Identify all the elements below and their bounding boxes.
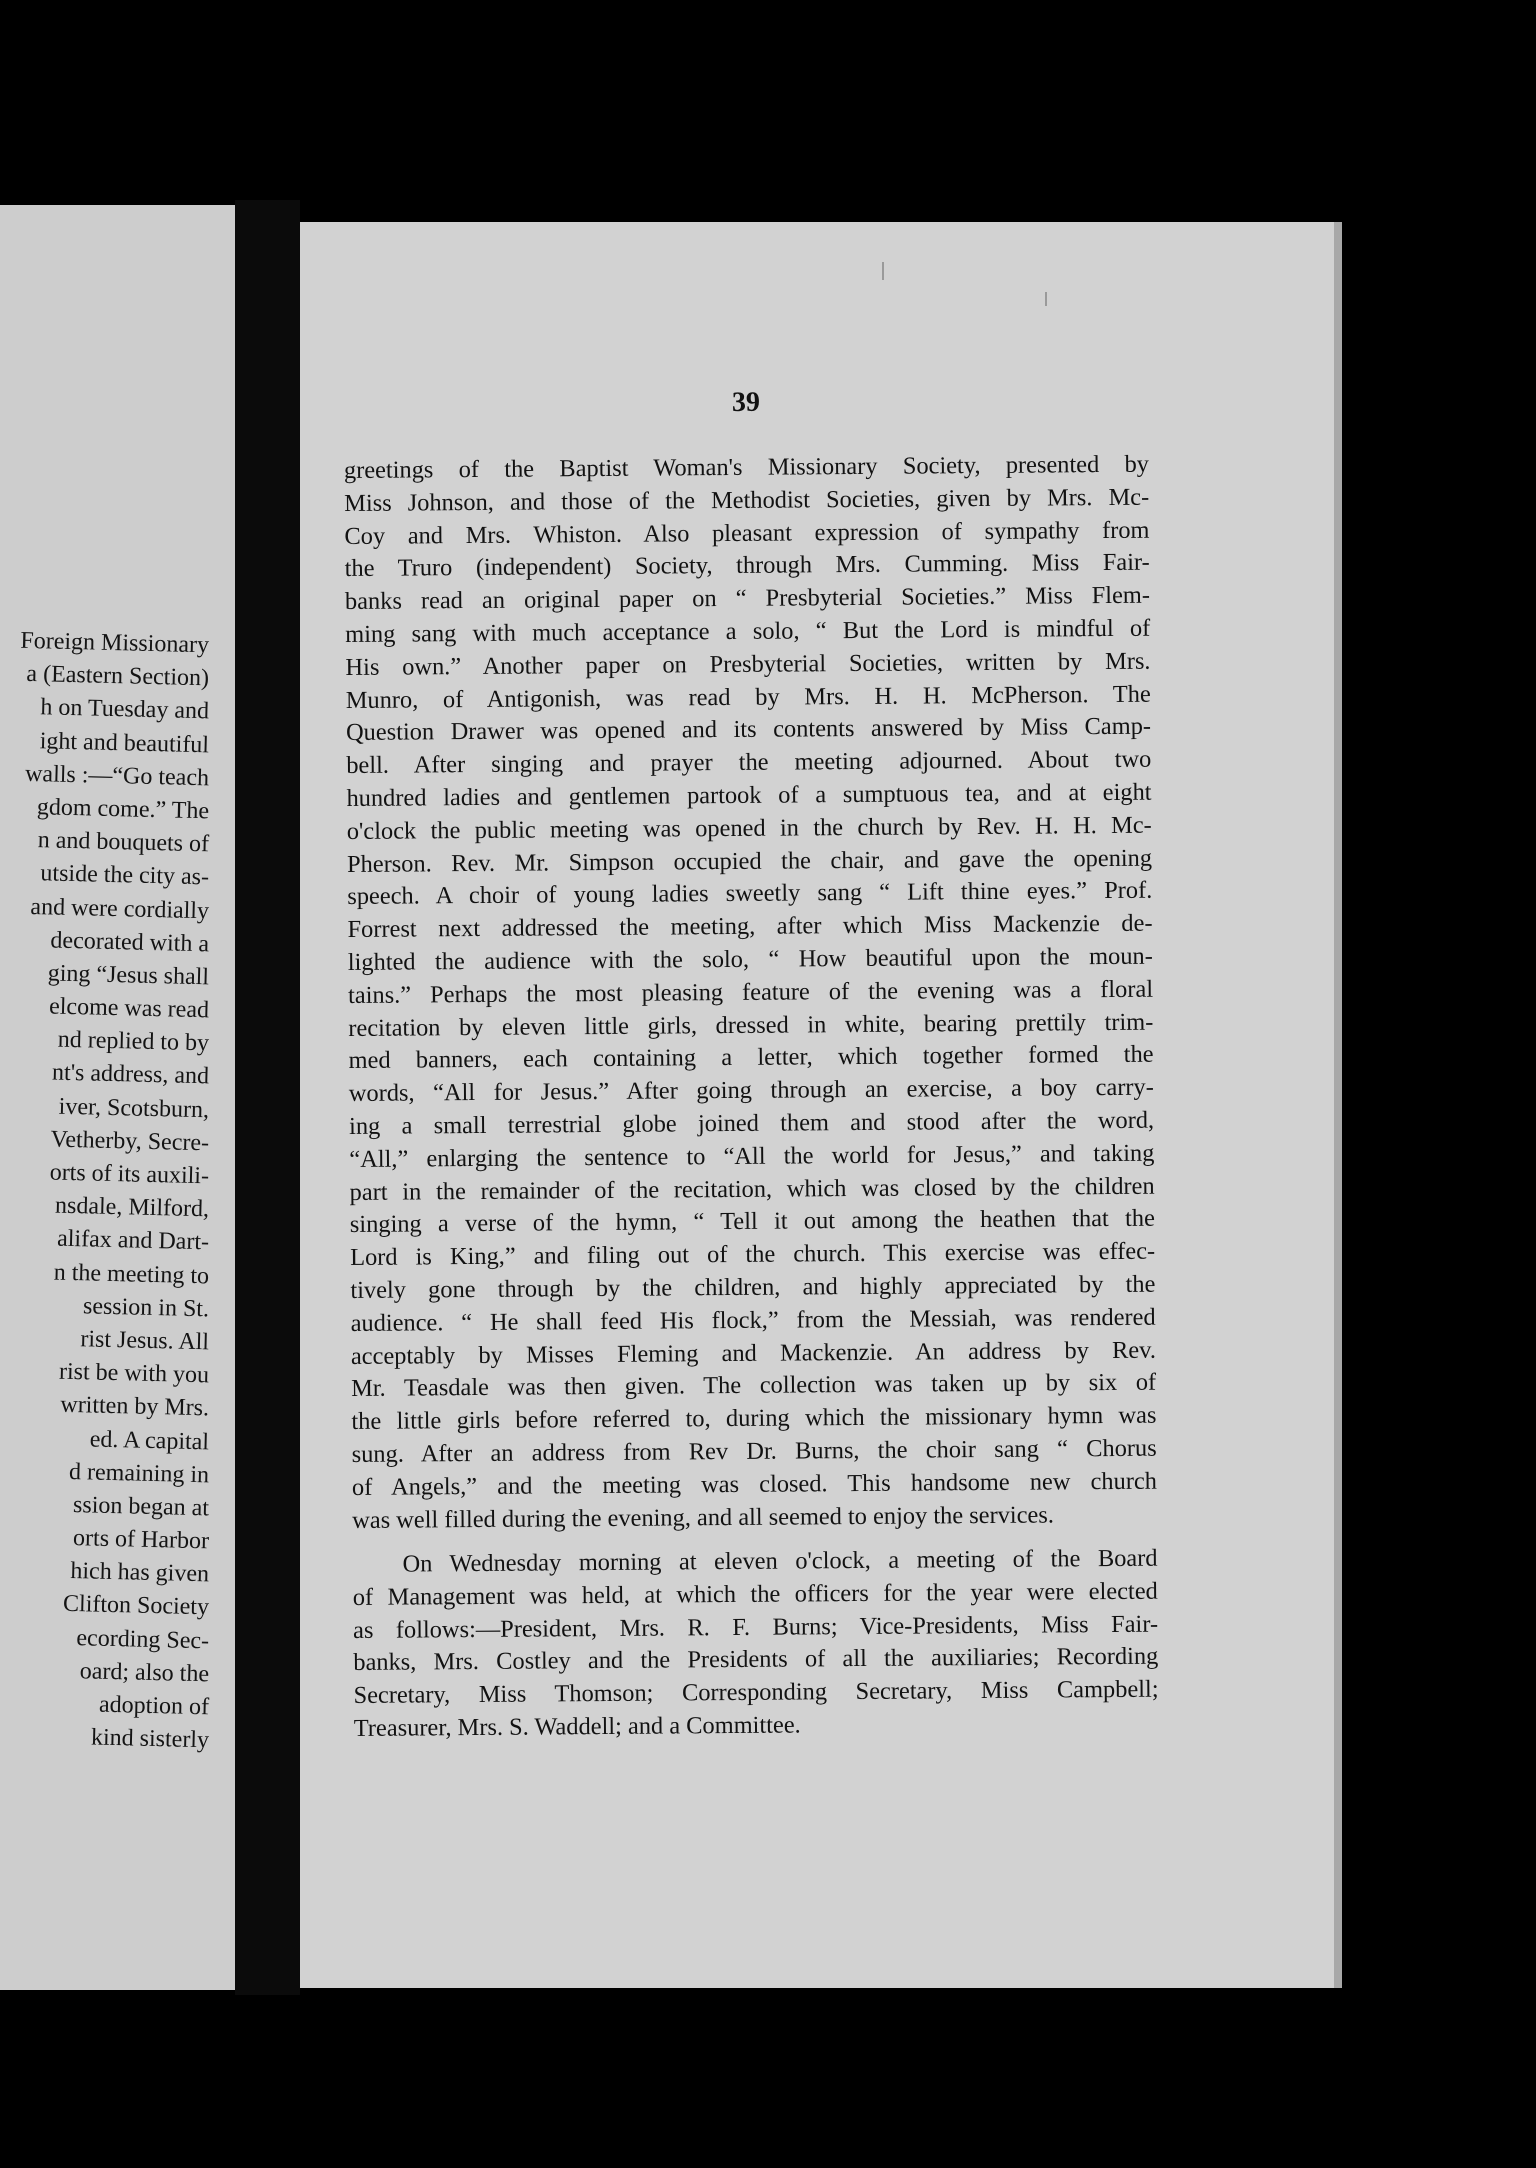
facing-page-line: oard; also the (79, 1658, 210, 1688)
text-line: sung. After an address from Rev Dr. Burns, the choir sang “ Chorus (351, 1434, 1157, 1468)
facing-page-line: and were cordially (30, 893, 210, 924)
main-page (300, 222, 1342, 1988)
facing-page-line: written by Mrs. (60, 1392, 210, 1422)
text-line: Pherson. Rev. Mr. Simpson occupied the chair, and gave the opening (346, 844, 1153, 878)
text-line: tains.” Perhaps the most pleasing feature of the evening was a floral (347, 975, 1154, 1009)
facing-page-line: Vetherby, Secre- (50, 1126, 210, 1157)
text-line: med banners, each containing a letter, which together formed the (348, 1040, 1154, 1075)
text-line: was well filled during the evening, and all seemed to enjoy the services. (352, 1500, 1054, 1534)
facing-page-line: d remaining in (68, 1458, 210, 1489)
text-line: hundred ladies and gentlemen partook of a sumptuous tea, and at eight (346, 778, 1152, 812)
facing-page-line: n and bouquets of (37, 827, 210, 858)
facing-page-line: ecording Sec- (76, 1624, 210, 1654)
page-edge (1334, 222, 1342, 1988)
facing-page-line: n the meeting to (53, 1259, 210, 1289)
text-line: ing a small terrestrial globe joined them and stood after the word, (348, 1106, 1155, 1140)
paragraph-board-meeting (352, 1543, 1159, 1746)
facing-page-line: Foreign Missionary (20, 627, 210, 659)
facing-page-line: utside the city as- (40, 860, 210, 891)
facing-page-line: iver, Scotsburn, (58, 1093, 210, 1123)
facing-page-line: gdom come.” The (36, 794, 210, 825)
facing-page-line: ight and beautiful (39, 727, 210, 758)
text-line: part in the remainder of the recitation, which was closed by the children (349, 1172, 1155, 1206)
facing-page-line: nd replied to by (57, 1026, 210, 1057)
facing-page-line: h on Tuesday and (40, 694, 210, 725)
text-line: banks read an original paper on “ Presbyterial Societies.” Miss Flem- (344, 581, 1151, 616)
page-blemish (1045, 292, 1047, 306)
text-line: Miss Johnson, and those of the Methodist Societies, given by Mrs. Mc- (344, 483, 1150, 517)
text-line: acceptably by Misses Fleming and Mackenzie. An address by Rev. (350, 1336, 1156, 1370)
text-line: lighted the audience with the solo, “ How beautiful upon the moun- (347, 942, 1153, 976)
book-gutter (235, 200, 300, 1995)
facing-page-line: a (Eastern Section) (26, 661, 210, 692)
facing-page-line: decorated with a (50, 927, 210, 958)
text-line: banks, Mrs. Costley and the Presidents of all the auxiliaries; Recording (353, 1643, 1159, 1677)
text-line: tively gone through by the children, and highly appreciated by the (350, 1270, 1156, 1304)
facing-page-line: rist Jesus. All (80, 1326, 210, 1356)
facing-page-line: alifax and Dart- (56, 1226, 210, 1256)
facing-page-line: hich has given (70, 1558, 210, 1588)
facing-page-line: walls :—“Go teach (24, 760, 210, 792)
text-line: Treasurer, Mrs. S. Waddell; and a Committee. (353, 1711, 801, 1742)
facing-page-line: session in St. (82, 1293, 210, 1323)
text-line: “All,” enlarging the sentence to “All the world for Jesus,” and taking (349, 1139, 1155, 1173)
text-line: Munro, of Antigonish, was read by Mrs. H. H. McPherson. The (345, 680, 1151, 714)
facing-page-line: orts of its auxili- (49, 1159, 210, 1190)
text-line: bell. After singing and prayer the meeting adjourned. About two (346, 745, 1152, 780)
text-line: as follows:—President, Mrs. R. F. Burns; Vice-Presidents, Miss Fair- (352, 1610, 1159, 1644)
text-line: audience. “ He shall feed His flock,” from the Messiah, was rendered (350, 1303, 1156, 1337)
facing-page-line: ed. A capital (89, 1425, 210, 1455)
text-line: the Truro (independent) Society, through Mrs. Cumming. Miss Fair- (344, 549, 1150, 583)
facing-page (0, 205, 235, 1990)
text-line: of Management was held, at which the officers for the year were elected (352, 1577, 1158, 1611)
text-line: o'clock the public meeting was opened in the church by Rev. H. H. Mc- (346, 811, 1152, 845)
text-line: His own.” Another paper on Presbyterial Societies, written by Mrs. (345, 647, 1151, 681)
facing-page-line: nt's address, and (51, 1059, 210, 1090)
page-number: 39 (731, 386, 761, 418)
text-line: of Angels,” and the meeting was closed. This handsome new church (351, 1467, 1158, 1501)
text-line: words, “All for Jesus.” After going through an exercise, a boy carry- (348, 1073, 1154, 1108)
facing-page-line: nsdale, Milford, (54, 1192, 210, 1223)
text-line: the little girls before referred to, during which the missionary hymn was (351, 1401, 1157, 1436)
text-line: Mr. Teasdale was then given. The collection was taken up by six of (351, 1368, 1157, 1403)
text-line: Question Drawer was opened and its contents answered by Miss Camp- (345, 713, 1152, 747)
facing-page-line: kind sisterly (90, 1724, 210, 1754)
text-line: singing a verse of the hymn, “ Tell it out among the heathen that the (349, 1204, 1155, 1239)
text-line: greetings of the Baptist Woman's Missionary Society, presented by (343, 450, 1150, 484)
text-line: speech. A choir of young ladies sweetly sang “ Lift thine eyes.” Prof. (347, 877, 1153, 911)
facing-page-line: Clifton Society (62, 1591, 210, 1621)
text-line: Coy and Mrs. Whiston. Also pleasant expression of sympathy from (344, 516, 1150, 550)
text-line: Secretary, Miss Thomson; Corresponding Secretary, Miss Campbell; (353, 1675, 1159, 1710)
text-line: Lord is King,” and filing out of the church. This exercise was effec- (350, 1237, 1156, 1272)
facing-page-line: elcome was read (48, 993, 210, 1024)
text-line: On Wednesday morning at eleven o'clock, a meeting of the Board (402, 1544, 1158, 1578)
text-line: ming sang with much acceptance a solo, “ But the Lord is mindful of (345, 614, 1151, 648)
facing-page-line: ssion began at (72, 1491, 210, 1522)
text-line: recitation by eleven little girls, dressed in white, bearing prettily trim- (348, 1008, 1154, 1042)
facing-page-line: ging “Jesus shall (47, 960, 210, 991)
facing-page-text (0, 627, 235, 1758)
page-blemish (882, 262, 884, 280)
facing-page-line: rist be with you (58, 1358, 210, 1389)
text-line: Forrest next addressed the meeting, after which Miss Mackenzie de- (347, 909, 1153, 944)
paragraph-meeting-report (344, 449, 1157, 1538)
facing-page-line: adoption of (98, 1691, 210, 1721)
facing-page-line: orts of Harbor (72, 1525, 210, 1555)
